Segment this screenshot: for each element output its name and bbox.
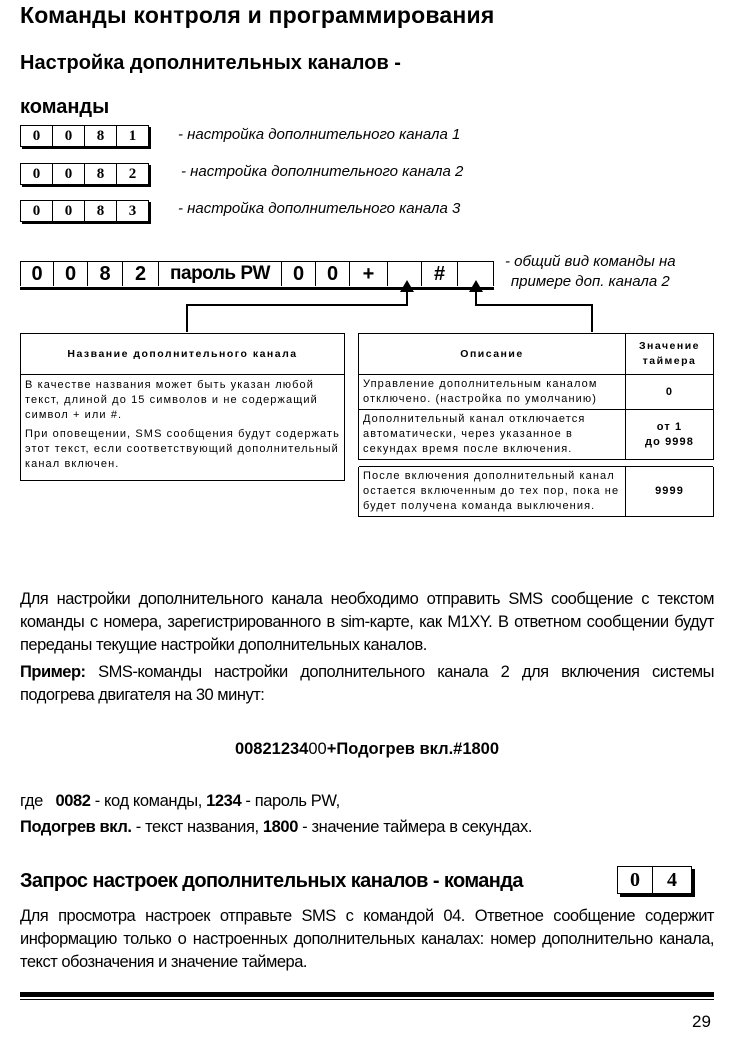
command-digit: 0: [53, 163, 85, 185]
general-desc-line: примере доп. канала 2: [510, 273, 670, 290]
command-digit: 0: [20, 200, 53, 222]
example-cmd-part: +Подогрев вкл.#1800: [326, 740, 500, 758]
command-digit: 8: [85, 125, 117, 147]
command-digit: 2: [117, 163, 149, 185]
page-title: Команды контроля и программирования: [20, 2, 495, 28]
general-cell: #: [422, 261, 458, 286]
instructions-text: Для настройки дополнительного канала необходимо отправить SMS сообщение с текстом команды с номера, зарегистрированного в sim-карте, как M1XY. В ответном сообщении будут переданы текущие настройки дополнительных каналов.: [20, 590, 714, 654]
general-cell-password: пароль PW: [159, 261, 282, 286]
timer-header-line: Значение: [638, 340, 701, 352]
instructions-paragraph: [20, 588, 714, 707]
timer-value: до 9998: [645, 435, 694, 448]
footer-rule-thin: [20, 999, 714, 1000]
where-line-1: [20, 792, 340, 811]
channel-name-table: [20, 333, 345, 481]
command-desc-0082: - настройка дополнительного канала 2: [181, 163, 464, 180]
where-text: - пароль PW,: [241, 792, 340, 810]
general-cell: +: [350, 261, 388, 286]
command-desc-0083: - настройка дополнительного канала 3: [178, 200, 461, 217]
command-digit: 0: [20, 125, 53, 147]
example-cmd-part: 00821234: [234, 740, 309, 758]
timer-row-value: [626, 467, 714, 517]
arrow-up-icon: [400, 280, 414, 292]
command-digit: 3: [117, 200, 149, 222]
timer-row-desc: Управление дополнительным каналом отключено. (настройка по умолчанию): [359, 375, 626, 410]
name-table-text: В качестве названия может быть указан любой текст, длиной до 15 символов и не содержащий символ + или #.: [25, 379, 318, 421]
name-table-text: При оповещении, SMS сообщения будут содержать этот текст, если соответствующий дополнительный канал включен.: [25, 428, 340, 470]
where-code: Подогрев вкл.: [20, 818, 132, 836]
general-cell: 0: [54, 261, 88, 286]
command-digit: 8: [85, 200, 117, 222]
general-cell: 0: [316, 261, 350, 286]
command-digit: 0: [617, 866, 653, 894]
example-paragraph: [20, 661, 714, 707]
page-number: 29: [692, 1012, 711, 1031]
command-digit: 0: [20, 163, 53, 185]
timer-table-header-value: [626, 334, 714, 375]
example-label: Пример:: [20, 663, 86, 681]
example-text: SMS-команды настройки дополнительного канала 2 для включения системы подогрева двигателя на 30 минут:: [20, 663, 715, 704]
timer-header-line: таймера: [642, 355, 697, 367]
timer-row-value: [626, 410, 714, 460]
where-code: 0082: [55, 792, 91, 810]
where-text: - значение таймера в секундах.: [297, 818, 533, 836]
command-digit: 4: [653, 866, 692, 894]
general-cell: 8: [88, 261, 123, 286]
general-cell: 0: [282, 261, 316, 286]
example-command: [20, 740, 714, 759]
timer-value: от 1: [656, 420, 683, 433]
command-digit: 0: [53, 125, 85, 147]
command-desc-0081: - настройка дополнительного канала 1: [178, 126, 461, 143]
general-desc-line: - общий вид команды на: [505, 253, 676, 270]
where-line-2: [20, 818, 532, 837]
general-cell: 0: [20, 261, 54, 286]
where-code: 1234: [206, 792, 242, 810]
timer-value: 0: [665, 385, 674, 398]
arrow-up-icon: [469, 280, 483, 292]
where-code: 1800: [262, 818, 298, 836]
name-table-header: Название дополнительного канала: [21, 334, 345, 375]
request-paragraph: Для просмотра настроек отправьте SMS с командой 04. Ответное сообщение содержит информацию только о настроенных дополнительных каналах: номер дополнительно канала, текст обозначения и значение таймера.: [20, 907, 714, 971]
general-cell: 2: [123, 261, 159, 286]
connector-name: [187, 290, 407, 332]
connector-timer: [476, 290, 592, 332]
timer-table-header-desc: Описание: [359, 334, 626, 375]
name-table-body: [21, 375, 345, 481]
command-digit: 0: [53, 200, 85, 222]
section-title-channels: Настройка дополнительных каналов -: [20, 52, 401, 74]
connector-lines: [0, 0, 734, 340]
footer-rule-thick: [20, 992, 714, 997]
timer-row-desc: После включения дополнительный канал остается включенным до тех пор, пока не будет получена команда выключения.: [359, 467, 626, 517]
where-text: - текст названия,: [131, 818, 263, 836]
command-digit: 8: [85, 163, 117, 185]
timer-row-value: [626, 375, 714, 410]
timer-table: [358, 333, 714, 517]
section-title-channels-cont: команды: [20, 96, 110, 118]
section-title-request: Запрос настроек дополнительных каналов - команда: [20, 870, 523, 892]
command-box-04: [617, 866, 692, 894]
timer-value: 9999: [655, 485, 684, 497]
where-text: где: [20, 792, 43, 810]
command-digit: 1: [117, 125, 149, 147]
timer-row-desc: Дополнительный канал отключается автоматически, через указанное в секундах время после включения.: [359, 410, 626, 460]
example-cmd-part: 00: [308, 740, 327, 758]
table-gap: [359, 460, 714, 467]
where-text: - код команды,: [90, 792, 207, 810]
